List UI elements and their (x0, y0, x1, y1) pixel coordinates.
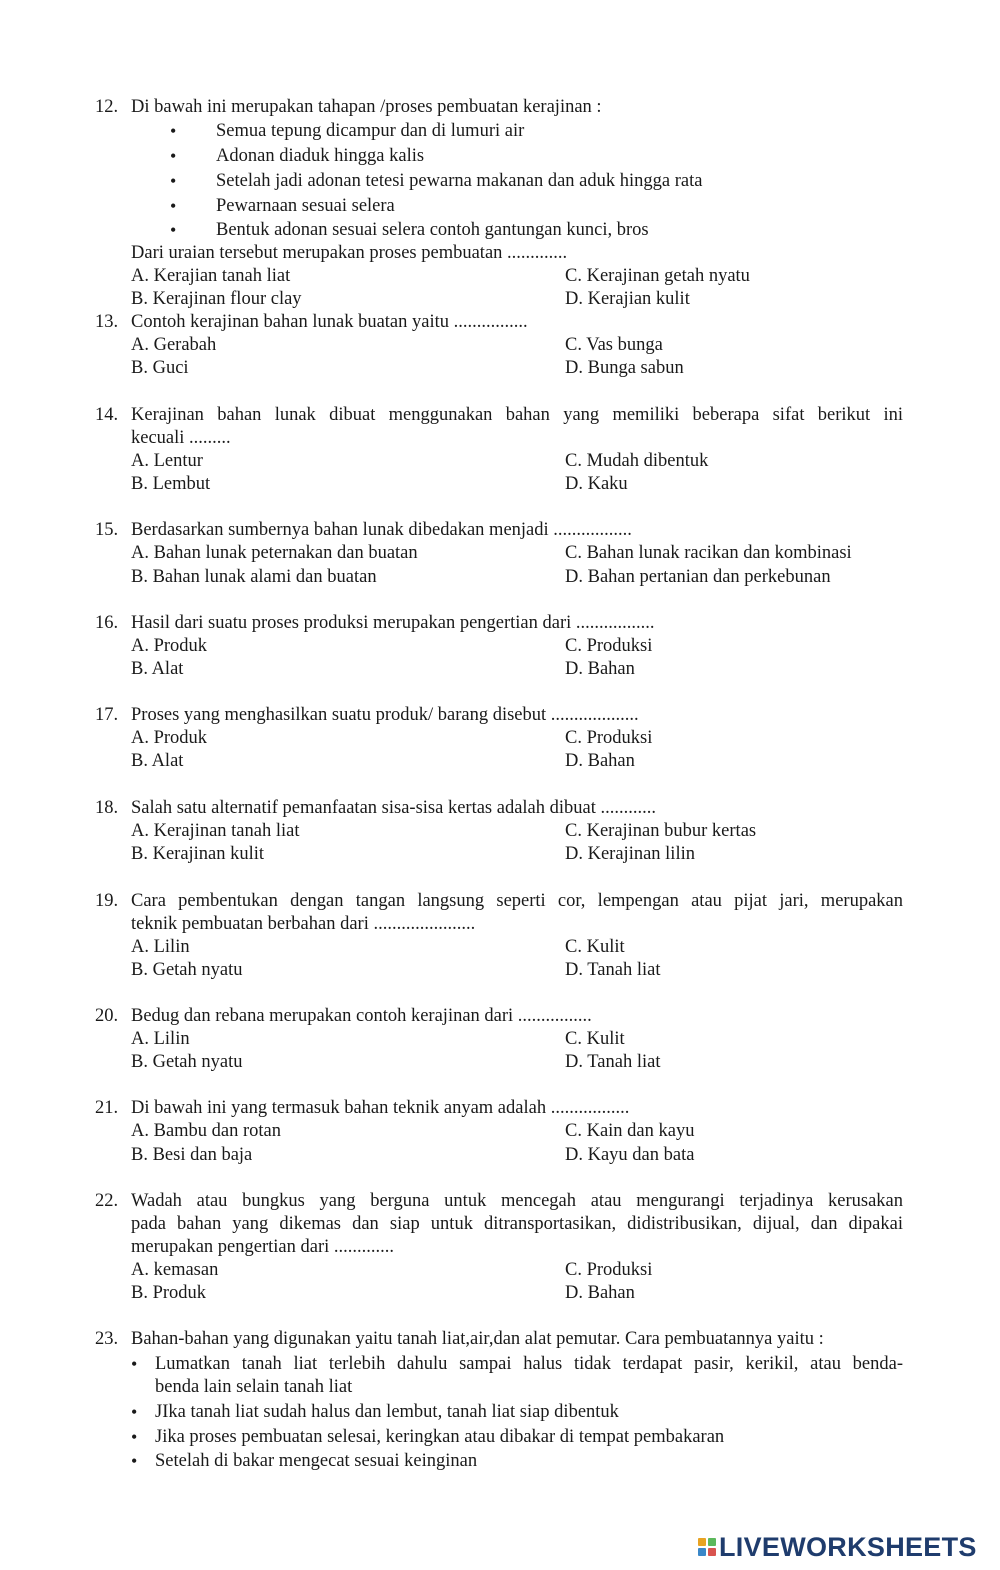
option-d: D. Kerajinan lilin (565, 844, 695, 864)
option-a: A. Lilin (131, 937, 190, 957)
question-text: Contoh kerajinan bahan lunak buatan yaitu ................ (131, 312, 528, 332)
question-text: Salah satu alternatif pemanfaatan sisa-sisa kertas adalah dibuat ............ (131, 798, 657, 818)
option-d: D. Kerajian kulit (565, 289, 690, 309)
question-number: 16. (95, 613, 119, 633)
option-a: A. Kerajian tanah liat (131, 266, 291, 286)
option-b: B. Lembut (131, 474, 211, 494)
option-b: B. Kerajinan kulit (131, 844, 265, 864)
option-b: B. Guci (131, 358, 189, 378)
question-number: 17. (95, 705, 119, 725)
question-number: 23. (95, 1329, 119, 1349)
brand-name: LIVEWORKSHEETS (719, 1531, 977, 1562)
question-number: 14. (95, 405, 119, 425)
question-text: Bahan-bahan yang digunakan yaitu tanah liat,air,dan alat pemutar. Cara pembuatannya yaitu : (131, 1329, 824, 1349)
question-text: Di bawah ini merupakan tahapan /proses pembuatan kerajinan : (131, 97, 602, 117)
option-c: C. Kerajinan getah nyatu (565, 266, 750, 286)
option-d: D. Tanah liat (565, 1052, 661, 1072)
question-text: Berdasarkan sumbernya bahan lunak dibedakan menjadi ................. (131, 520, 632, 540)
option-c: C. Produksi (565, 728, 653, 748)
logo-mark-icon (698, 1538, 716, 1556)
option-a: A. Gerabah (131, 335, 217, 355)
option-b: B. Alat (131, 659, 184, 679)
option-b: B. Getah nyatu (131, 1052, 243, 1072)
option-d: D. Tanah liat (565, 960, 661, 980)
question-number: 19. (95, 891, 119, 911)
question-text-continued: merupakan pengertian dari ............. (131, 1237, 395, 1257)
option-a: A. kemasan (131, 1260, 219, 1280)
option-b: B. Besi dan baja (131, 1145, 253, 1165)
question-number: 22. (95, 1191, 119, 1211)
question-number: 15. (95, 520, 119, 540)
question-number: 13. (95, 312, 119, 332)
option-c: C. Produksi (565, 636, 653, 656)
option-c: C. Kulit (565, 937, 625, 957)
question-text-continued: pada bahan yang dikemas dan siap untuk ditransportasikan, didistribusikan, dijual, dan dipakai (131, 1214, 903, 1234)
option-d: D. Bahan (565, 659, 635, 679)
question-text: Kerajinan bahan lunak dibuat menggunakan bahan yang memiliki beberapa sifat berikut ini (131, 405, 903, 425)
list-item-continued: benda lain selain tanah liat (155, 1377, 353, 1397)
option-a: A. Produk (131, 636, 208, 656)
option-d: D. Kayu dan bata (565, 1145, 695, 1165)
option-c: C. Bahan lunak racikan dan kombinasi (565, 543, 852, 563)
question-text: Di bawah ini yang termasuk bahan teknik anyam adalah ................. (131, 1098, 630, 1118)
option-c: C. Mudah dibentuk (565, 451, 709, 471)
option-b: B. Kerajinan flour clay (131, 289, 302, 309)
question-text-continued: kecuali ......... (131, 428, 231, 448)
option-d: D. Bunga sabun (565, 358, 684, 378)
question-text: Wadah atau bungkus yang berguna untuk mencegah atau mengurangi terjadinya kerusakan (131, 1191, 903, 1211)
option-d: D. Bahan (565, 751, 635, 771)
question-number: 18. (95, 798, 119, 818)
question-text: Cara pembentukan dengan tangan langsung seperti cor, lempengan atau pijat jari, merupakan (131, 891, 903, 911)
option-b: B. Alat (131, 751, 184, 771)
question-text: Proses yang menghasilkan suatu produk/ barang disebut ................... (131, 705, 639, 725)
option-b: B. Getah nyatu (131, 960, 243, 980)
question-number: 20. (95, 1006, 119, 1026)
option-a: A. Lilin (131, 1029, 190, 1049)
option-a: A. Bahan lunak peternakan dan buatan (131, 543, 418, 563)
option-a: A. Bambu dan rotan (131, 1121, 282, 1141)
option-d: D. Bahan (565, 1283, 635, 1303)
option-c: C. Kerajinan bubur kertas (565, 821, 757, 841)
question-text: Bedug dan rebana merupakan contoh kerajinan dari ................ (131, 1006, 592, 1026)
option-c: C. Kulit (565, 1029, 625, 1049)
worksheet-page: 12. Di bawah ini merupakan tahapan /proses pembuatan kerajinan : Semua tepung dicampur dan di lumuri air Adonan diaduk hingga kalis Setelah jadi adonan tetesi pewarna makanan dan aduk hingga rata Pewarnaan sesuai selera Bentuk adonan sesuai selera contoh gantungan kunci, bros Dari uraian tersebut merupakan proses pembuatan ............. A. Kerajian tanah liat C. Kerajinan getah nyatu B. Kerajinan flour clay D. Kerajian kulit 13. Contoh kerajinan bahan lunak buatan yaitu ................ A. Gerabah C. Vas bunga B. Guci D. Bunga sabun 14. Kerajinan bahan lunak dibuat menggunakan bahan yang memiliki beberapa sifat berikut ini kecuali ......... A. Lentur C. Mudah dibentuk B. Lembut D. Kaku 15. Berdasarkan sumbernya bahan lunak dibedakan menjadi ................. A. Bahan lunak peternakan dan buatan C. Bahan lunak racikan dan kombinasi B. Bahan lunak alami dan buatan D. Bahan pertanian dan perkebunan 16. Hasil dari suatu proses produksi merupakan pengertian dari ................. A. Produk C. Produksi B. Alat D. Bahan 17. Proses yang menghasilkan suatu produk/ barang disebut ................... A. Produk C. Produksi B. Alat D. Bahan 18. Salah satu alternatif pemanfaatan sisa-sisa kertas adalah dibuat ............ A. Kerajinan tanah liat C. Kerajinan bubur kertas B. Kerajinan kulit D. Kerajinan lilin 19. Cara pembentukan dengan tangan langsung seperti cor, lempengan atau pijat jari, merupakan teknik pembuatan berbahan dari ...................... A. Lilin C. Kulit B. Getah nyatu D. Tanah liat 20. Bedug dan rebana merupakan contoh kerajinan dari ................ A. Lilin C. Kulit B. Getah nyatu D. Tanah liat 21. Di bawah ini yang termasuk bahan teknik anyam adalah ................. A. Bambu dan rotan C. Kain dan kayu B. Besi dan baja D. Kayu dan bata 22. Wadah atau bungkus yang berguna untuk mencegah atau mengurangi terjadinya kerusakan pada bahan yang dikemas dan siap untuk ditransportasikan, didistribusikan, dijual, dan dipakai merupakan pengertian dari ............. A. kemasan C. Produksi B. Produk D. Bahan 23. Bahan-bahan yang digunakan yaitu tanah liat,air,dan alat pemutar. Cara pembuatannya yaitu : Lumatkan tanah liat terlebih dahulu sampai halus tidak terdapat pasir, kerikil, atau benda- benda lain selain tanah liat JIka tanah liat sudah halus dan lembut, tanah liat siap dibentuk Jika proses pembuatan selesai, keringkan atau dibakar di tempat pembakaran Setelah di bakar mengecat sesuai keinginan LIVEWORKSHEETS (0, 0, 1000, 1570)
option-b: B. Produk (131, 1283, 207, 1303)
question-followup: Dari uraian tersebut merupakan proses pembuatan ............. (131, 243, 568, 263)
question-number: 21. (95, 1098, 119, 1118)
option-a: A. Lentur (131, 451, 203, 471)
option-c: C. Produksi (565, 1260, 653, 1280)
option-a: A. Kerajinan tanah liat (131, 821, 300, 841)
option-d: D. Kaku (565, 474, 628, 494)
option-d: D. Bahan pertanian dan perkebunan (565, 567, 831, 587)
question-text: Hasil dari suatu proses produksi merupakan pengertian dari ................. (131, 613, 655, 633)
option-a: A. Produk (131, 728, 208, 748)
liveworksheets-logo (698, 1530, 977, 1564)
question-text-continued: teknik pembuatan berbahan dari ...................... (131, 914, 476, 934)
option-c: C. Vas bunga (565, 335, 663, 355)
option-c: C. Kain dan kayu (565, 1121, 695, 1141)
option-b: B. Bahan lunak alami dan buatan (131, 567, 377, 587)
question-number: 12. (95, 97, 119, 117)
